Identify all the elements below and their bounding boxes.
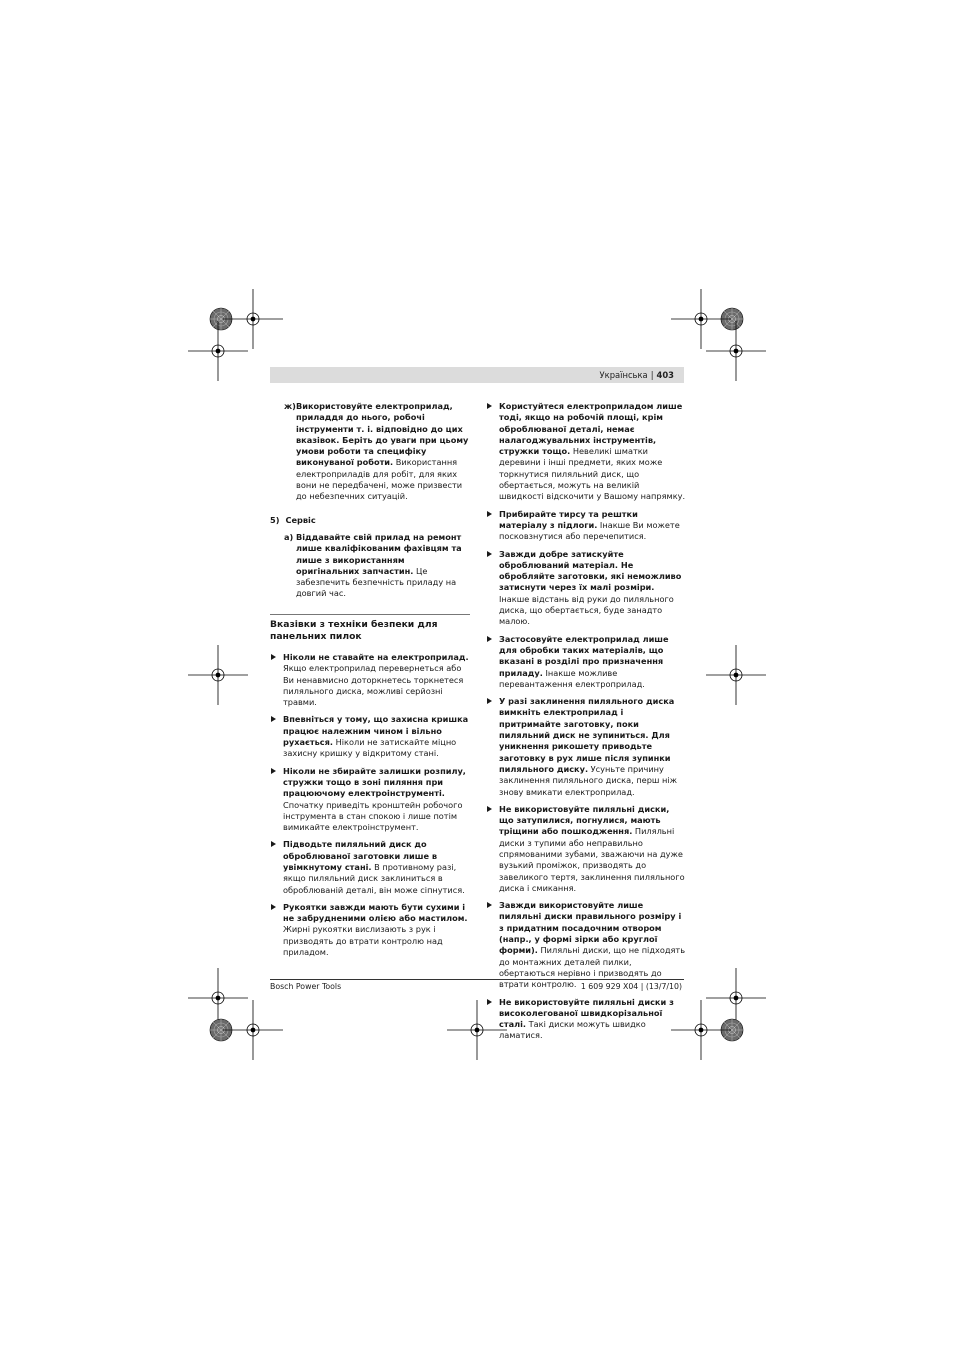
bullet-bold-text: У разі заклинення пиляльного диска вимкніть електроприлад і притримайте заготовку, поки пиляльний диск не зупиниться. Для уникнення рикошету приводьте заготовку в рух лише після зупинки пиляльного диску. bbox=[499, 696, 675, 774]
service-number: 5) bbox=[270, 514, 280, 525]
bullet-item bbox=[270, 652, 470, 708]
bullet-arrow-icon bbox=[487, 902, 492, 908]
bullet-text: Усуньте причину заклинення пиляльного диска, перш ніж знову вмикати електроприлад. bbox=[499, 763, 677, 797]
right-column bbox=[486, 401, 686, 1048]
page-header bbox=[600, 369, 674, 381]
bullet-text: Такі диски можуть швидко ламатися. bbox=[499, 1019, 646, 1041]
bullet-bold-text: Ніколи не збирайте залишки розпилу, стружки тощо в зоні пиляння при працюючому електроінструменті. bbox=[283, 765, 466, 799]
service-section-title bbox=[270, 515, 470, 526]
item-text: Це забезпечить безпечність приладу на довгий час. bbox=[296, 565, 457, 599]
bullet-bold-text: Рукоятки завжди мають бути сухими і не забрудненими олією або мастилом. bbox=[283, 901, 468, 924]
bullet-bold-text: Впевніться у тому, що захисна кришка працює належним чином і вільно рухається. bbox=[283, 714, 469, 748]
footer-doc-number: 1 609 929 X04 | (13/7/10) bbox=[580, 982, 682, 991]
footer-brand: Bosch Power Tools bbox=[270, 982, 342, 991]
page-number: 403 bbox=[656, 370, 674, 380]
bullet-arrow-icon bbox=[487, 999, 492, 1005]
section-heading: Вказівки з техніки безпеки для панельних пилок bbox=[270, 618, 438, 643]
bullet-text: Пиляльні диски з тупими або неправильно спрямованими зубами, зважаючи на дуже вузький проміжок, призводять до завеликого тертя, заклинення пиляльного диска і смикання. bbox=[499, 826, 685, 893]
bullet-text: Інакше Ви можете посковзнутися або перечепитися. bbox=[499, 519, 680, 542]
bullet-bold-text: Не використовуйте пиляльні диски з високолегованої швидкорізальної сталі. bbox=[499, 996, 674, 1030]
bullet-item bbox=[270, 839, 470, 895]
bullet-text: Пиляльні диски, що не підходять до монтажних деталей пилки, обертаються нерівно і призводять до втрати контролю. bbox=[499, 945, 686, 990]
bullet-bold-text: Не використовуйте пиляльні диски, що затупилися, погнулися, мають тріщини або пошкодження. bbox=[499, 803, 670, 837]
bullet-bold-text: Користуйтеся електроприладом лише тоді, якщо на робочій площі, крім оброблюваної деталі, немає налагоджувальних інструментів, стружки тощо. bbox=[499, 401, 683, 457]
bullet-text: Ніколи не затискайте міцно захисну кришку у відкритому стані. bbox=[283, 737, 457, 759]
bullet-text: В противному разі, якщо пиляльний диск заклиниться в оброблюваній деталі, він може сіпнутися. bbox=[283, 861, 465, 895]
item-bold-text: Використовуйте електроприлад, приладдя до нього, робочі інструменти т. і. відповідно до цих вказівок. Беріть до уваги при цьому умови роботи та специфіку виконуваної роботи. bbox=[296, 401, 469, 468]
bullet-item bbox=[486, 549, 686, 628]
bullet-bold-text: Завжди використовуйте лише пиляльні диски правильного розміру і з придатним посадочним отвором (напр., у формі зірки або круглої форми). bbox=[499, 900, 682, 956]
bullet-item bbox=[486, 509, 686, 543]
header-language: Українська bbox=[599, 370, 648, 380]
bullet-arrow-icon bbox=[271, 654, 276, 660]
bullet-item bbox=[486, 997, 686, 1042]
instruction-item-zh bbox=[270, 401, 470, 503]
bullet-text: Якщо електроприлад перевернеться або Ви ненавмисно доторкнетесь торкнетеся пиляльного диска, можливі серйозні травми. bbox=[283, 663, 464, 708]
page-header-bar bbox=[270, 367, 684, 383]
bullet-text: Жирні рукоятки вислизають з рук і призводять до втрати контролю над приладом. bbox=[283, 924, 443, 958]
bullet-item bbox=[270, 902, 470, 958]
bullet-text: Невеликі шматки деревини і інші предмети, яких може торкнутися пиляльний диск, що обертається, можуть на великій швидкості відскочити у Вашому напрямку. bbox=[499, 446, 686, 502]
bullet-bold-text: Підводьте пиляльний диск до оброблюваної заготовки лише в увімкнутому стані. bbox=[283, 839, 438, 872]
bullet-item bbox=[486, 634, 686, 690]
instruction-item-a bbox=[270, 532, 470, 600]
bullet-arrow-icon bbox=[487, 636, 492, 642]
item-label: a) bbox=[284, 531, 294, 542]
item-label: ж) bbox=[284, 401, 296, 411]
bullet-bold-text: Ніколи не ставайте на електроприлад. bbox=[283, 651, 469, 662]
bullet-arrow-icon bbox=[271, 716, 276, 722]
item-bold-text: Віддавайте свій прилад на ремонт лише кваліфікованим фахівцям та лише з використанням оригінальних запчастин. bbox=[296, 531, 462, 576]
section-divider bbox=[270, 614, 470, 615]
bullet-item bbox=[270, 766, 470, 834]
bullet-text: Спочатку приведіть кронштейн робочого інструмента в стан спокою і лише потім вимикайте електроінструмент. bbox=[283, 799, 463, 833]
item-text: Використання електроприладів для робіт, для яких вони не передбачені, може призвести до небезпечних ситуацій. bbox=[296, 457, 463, 502]
bullet-arrow-icon bbox=[487, 551, 492, 557]
bullet-bold-text: Завжди добре затискуйте оброблюваний матеріал. Не обробляйте заготовки, які неможливо затиснути через їх малі розміри. bbox=[499, 548, 682, 593]
bullet-arrow-icon bbox=[487, 403, 492, 409]
header-separator: | bbox=[650, 370, 654, 380]
bullet-bold-text: Застосовуйте електроприлад лише для обробки таких матеріалів, що вказані в розділі про призначення приладу. bbox=[499, 633, 669, 678]
left-column bbox=[270, 401, 470, 964]
bullet-arrow-icon bbox=[487, 806, 492, 812]
bullet-item bbox=[270, 714, 470, 759]
service-title: Сервіс bbox=[285, 514, 316, 525]
bullet-item bbox=[486, 401, 686, 503]
footer-divider bbox=[270, 979, 684, 980]
bullet-item bbox=[486, 900, 686, 990]
bullet-arrow-icon bbox=[487, 698, 492, 704]
bullet-text: Інакше відстань від руки до пиляльного диска, що обертається, буде занадто малою. bbox=[499, 593, 674, 627]
bullet-arrow-icon bbox=[271, 841, 276, 847]
bullet-arrow-icon bbox=[271, 904, 276, 910]
bullet-bold-text: Прибирайте тирсу та рештки матеріалу з підлоги. bbox=[499, 508, 638, 530]
bullet-text: Інакше можливе перевантаження електроприлад. bbox=[499, 667, 645, 689]
bullet-arrow-icon bbox=[271, 768, 276, 774]
bullet-arrow-icon bbox=[487, 511, 492, 517]
bullet-item bbox=[486, 696, 686, 798]
bullet-item bbox=[486, 804, 686, 894]
